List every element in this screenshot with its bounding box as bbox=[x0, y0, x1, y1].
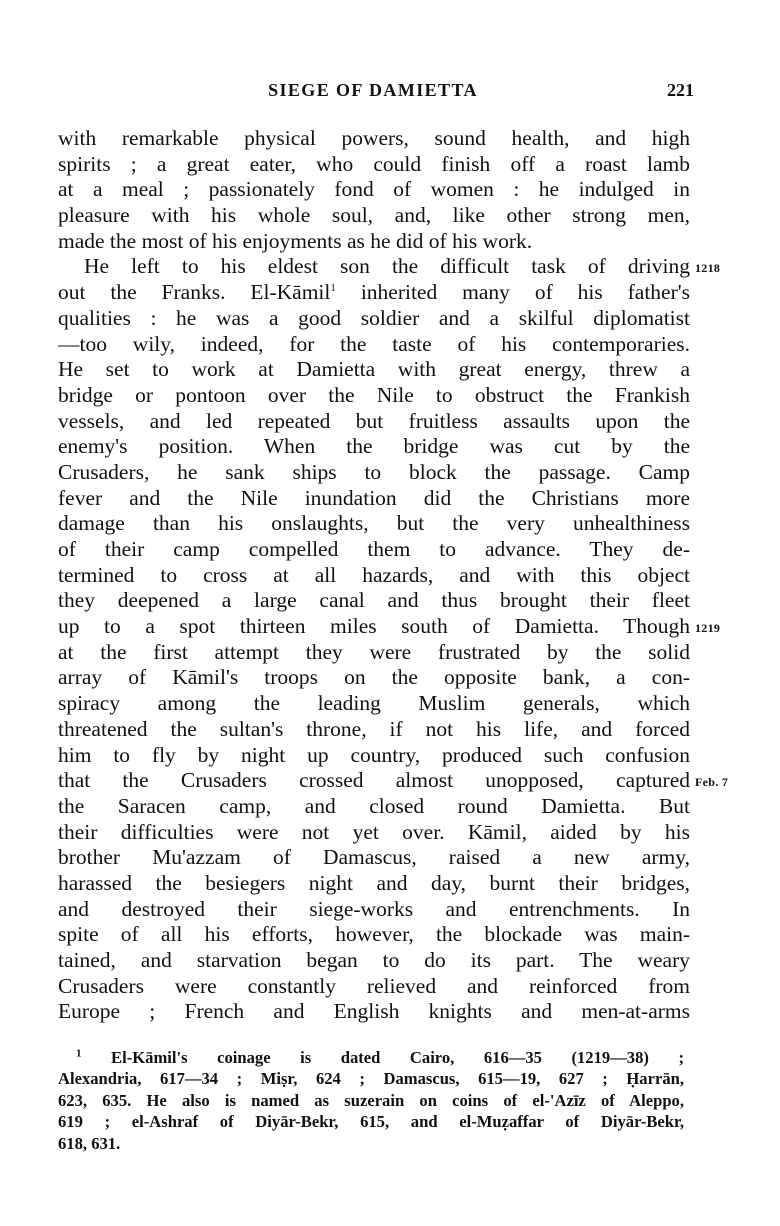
text-line-content: that the Crusaders crossed almost unopposed, captured bbox=[58, 768, 690, 793]
text-line-continuation: inherited many of his father's bbox=[360, 280, 691, 305]
text-line: Europe ; French and English knights and men-at-arms bbox=[58, 999, 690, 1024]
text-line: termined to cross at all hazards, and with this object bbox=[58, 562, 690, 587]
text-line: brother Mu'azzam of Damascus, raised a new army, bbox=[58, 845, 690, 870]
text-line: with remarkable physical powers, sound health, and high bbox=[58, 126, 690, 150]
text-line: harassed the besiegers night and day, burnt their bridges, bbox=[58, 870, 690, 895]
text-line bbox=[58, 280, 690, 306]
text-line-content: He left to his eldest son the difficult task of driving bbox=[84, 254, 690, 279]
text-line bbox=[58, 614, 721, 640]
footnote-line-content: El-Kāmil's coinage is dated Cairo, 616—35 (1219—38) ; bbox=[111, 1048, 684, 1067]
text-line-content: out the Franks. El-Kāmil bbox=[58, 280, 331, 305]
text-line: spiracy among the leading Muslim generals, which bbox=[58, 691, 690, 716]
footnote-line: 618, 631. bbox=[58, 1133, 121, 1153]
margin-date-feb7: Feb. 7 bbox=[695, 775, 729, 790]
text-line: of their camp compelled them to advance. They de- bbox=[58, 537, 690, 561]
body-text bbox=[58, 126, 729, 1025]
page-number: 221 bbox=[667, 80, 694, 100]
text-line-content: up to a spot thirteen miles south of Damietta. Though bbox=[58, 614, 690, 639]
footnote bbox=[58, 1047, 684, 1154]
footnote-line: Alexandria, 617—34 ; Miṣr, 624 ; Damascus, 615—19, 627 ; Ḥarrān, bbox=[58, 1069, 684, 1089]
text-line: they deepened a large canal and thus brought their fleet bbox=[58, 588, 690, 613]
text-line: damage than his onslaughts, but the very unhealthiness bbox=[58, 511, 690, 536]
text-line: their difficulties were not yet over. Kāmil, aided by his bbox=[58, 819, 690, 844]
footnote-line: 619 ; el-Ashraf of Diyār-Bekr, 615, and el-Muẓaffar of Diyār-Bekr, bbox=[58, 1112, 684, 1132]
text-line: —too wily, indeed, for the taste of his contemporaries. bbox=[58, 331, 690, 356]
text-line: threatened the sultan's throne, if not his life, and forced bbox=[58, 716, 690, 741]
text-line: at a meal ; passionately fond of women : he indulged in bbox=[58, 177, 690, 202]
text-line bbox=[58, 254, 721, 280]
text-line: spirits ; a great eater, who could finish off a roast lamb bbox=[58, 151, 690, 176]
text-line bbox=[58, 768, 729, 794]
text-line: Crusaders were constantly relieved and reinforced from bbox=[58, 973, 690, 998]
footnote-marker: 1 bbox=[76, 1047, 82, 1060]
text-line: and destroyed their siege-works and entrenchments. In bbox=[58, 896, 690, 921]
text-line: enemy's position. When the bridge was cut by the bbox=[58, 434, 690, 459]
text-line: made the most of his enjoyments as he did of his work. bbox=[58, 228, 533, 253]
text-line: spite of all his efforts, however, the blockade was main- bbox=[58, 922, 690, 947]
text-line: fever and the Nile inundation did the Christians more bbox=[58, 485, 690, 510]
footnote-reference: 1 bbox=[330, 281, 336, 294]
text-line: pleasure with his whole soul, and, like other strong men, bbox=[58, 203, 690, 228]
footnote-line: 623, 635. He also is named as suzerain on coins of el-'Azīz of Aleppo, bbox=[58, 1090, 684, 1110]
text-line: vessels, and led repeated but fruitless assaults upon the bbox=[58, 408, 690, 433]
text-line: array of Kāmil's troops on the opposite bank, a con- bbox=[58, 665, 690, 690]
margin-date-1218: 1218 bbox=[695, 261, 721, 276]
running-title: SIEGE OF DAMIETTA bbox=[268, 80, 478, 100]
text-line: He set to work at Damietta with great energy, threw a bbox=[58, 357, 690, 382]
text-line: qualities : he was a good soldier and a skilful diplomatist bbox=[58, 305, 690, 330]
text-line: bridge or pontoon over the Nile to obstruct the Frankish bbox=[58, 382, 690, 407]
text-line: him to fly by night up country, produced such confusion bbox=[58, 742, 690, 767]
text-line: the Saracen camp, and closed round Damietta. But bbox=[58, 793, 690, 818]
text-line: Crusaders, he sank ships to block the passage. Camp bbox=[58, 459, 690, 484]
running-head bbox=[58, 80, 694, 104]
margin-date-1219: 1219 bbox=[695, 621, 721, 636]
text-line: at the first attempt they were frustrated by the solid bbox=[58, 639, 690, 664]
footnote-line bbox=[58, 1047, 684, 1068]
text-line: tained, and starvation began to do its part. The weary bbox=[58, 948, 690, 972]
